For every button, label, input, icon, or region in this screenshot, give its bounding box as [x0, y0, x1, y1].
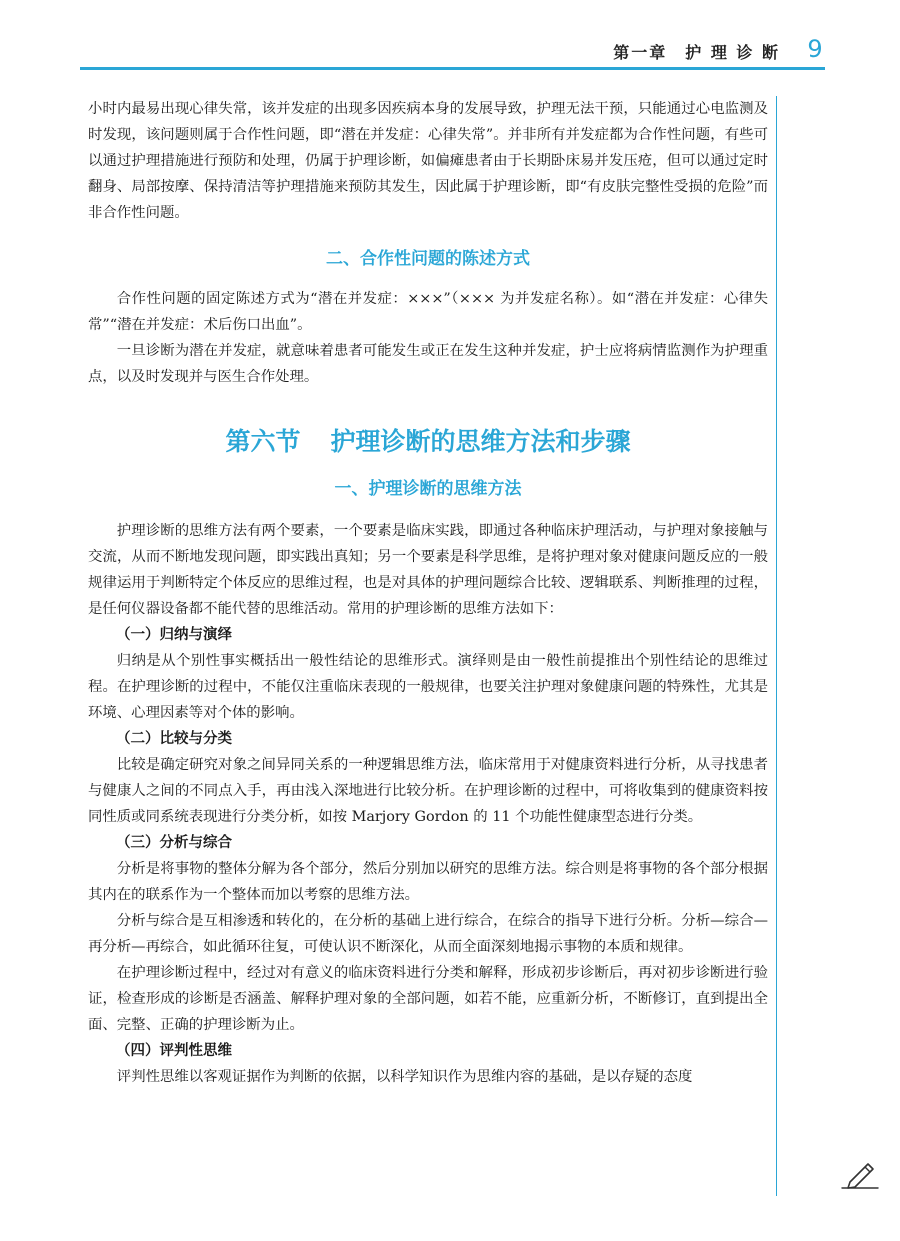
- subheading-critical-thinking: （四）评判性思维: [116, 1043, 232, 1059]
- paragraph: 在护理诊断过程中，经过对有意义的临床资料进行分类和解释，形成初步诊断后，再对初步诊断进行验证，检查形成的诊断是否涵盖、解释护理对象的全部问题，如若不能，应重新分析，不断修订，直到提出全面、完整、正确的护理诊断为止。: [88, 965, 768, 1033]
- paragraph: 评判性思维以客观证据作为判断的依据，以科学知识作为思维内容的基础，是以存疑的态度: [116, 1069, 693, 1085]
- heading-collaborative-problem-statement: 二、合作性问题的陈述方式: [326, 249, 530, 269]
- subheading-analysis-synthesis: （三）分析与综合: [116, 835, 232, 851]
- paragraph: 分析与综合是互相渗透和转化的，在分析的基础上进行综合，在综合的指导下进行分析。分析—综合—再分析—再综合，如此循环往复，可使认识不断深化，从而全面深刻地揭示事物的本质和规律。: [88, 913, 768, 955]
- pen-icon: [840, 1160, 880, 1190]
- section-title: 护理诊断的思维方法和步骤: [330, 427, 631, 456]
- heading-thinking-methods: 一、护理诊断的思维方法: [334, 479, 522, 499]
- paragraph: 合作性问题的固定陈述方式为“潜在并发症：×××”（××× 为并发症名称）。如“潜在并发症：心律失常”“潜在并发症：术后伤口出血”。: [88, 291, 768, 333]
- paragraph: 比较是确定研究对象之间异同关系的一种逻辑思维方法，临床常用于对健康资料进行分析，从寻找患者与健康人之间的不同点入手，再由浅入深地进行比较分析。在护理诊断的过程中，可将收集到的健康资料按同性质或同系统表现进行分类分析，如按 Marjory Gordon 的 11 个功能性健康型态进行分类。: [88, 757, 768, 825]
- paragraph: 归纳是从个别性事实概括出一般性结论的思维形式。演绎则是由一般性前提推出个别性结论的思维过程。在护理诊断的过程中，不能仅注重临床表现的一般规律，也要关注护理对象健康问题的特殊性，尤其是环境、心理因素等对个体的影响。: [88, 653, 768, 721]
- margin-rule: [776, 96, 777, 1196]
- chapter-title: 第一章 护 理 诊 断: [613, 43, 780, 62]
- paragraph: 分析是将事物的整体分解为各个部分，然后分别加以研究的思维方法。综合则是将事物的各个部分根据其内在的联系作为一个整体而加以考察的思维方法。: [88, 861, 768, 903]
- subheading-induction-deduction: （一）归纳与演绎: [116, 627, 232, 643]
- page-number: 9: [807, 35, 823, 63]
- paragraph: 一旦诊断为潜在并发症，就意味着患者可能发生或正在发生这种并发症，护士应将病情监测作为护理重点，以及时发现并与医生合作处理。: [88, 343, 768, 385]
- page-body: [88, 96, 768, 1090]
- subheading-comparison-classification: （二）比较与分类: [116, 731, 232, 747]
- section-heading: [88, 420, 768, 464]
- header-rule: [80, 67, 825, 70]
- section-label: 第六节: [225, 427, 301, 456]
- paragraph-continued: 小时内最易出现心律失常，该并发症的出现多因疾病本身的发展导致，护理无法干预，只能通过心电监测及时发现，该问题则属于合作性问题，即“潜在并发症：心律失常”。并非所有并发症都为合作性问题，有些可以通过护理措施进行预防和处理，仍属于护理诊断，如偏瘫患者由于长期卧床易并发压疮，但可以通过定时翻身、局部按摩、保持清洁等护理措施来预防其发生，因此属于护理诊断，即“有皮肤完整性受损的危险”而非合作性问题。: [88, 101, 768, 221]
- paragraph: 护理诊断的思维方法有两个要素，一个要素是临床实践，即通过各种临床护理活动，与护理对象接触与交流，从而不断地发现问题，即实践出真知；另一个要素是科学思维，是将护理对象对健康问题反应的一般规律运用于判断特定个体反应的思维过程，也是对具体的护理问题综合比较、逻辑联系、判断推理的过程，是任何仪器设备都不能代替的思维活动。常用的护理诊断的思维方法如下：: [88, 523, 768, 617]
